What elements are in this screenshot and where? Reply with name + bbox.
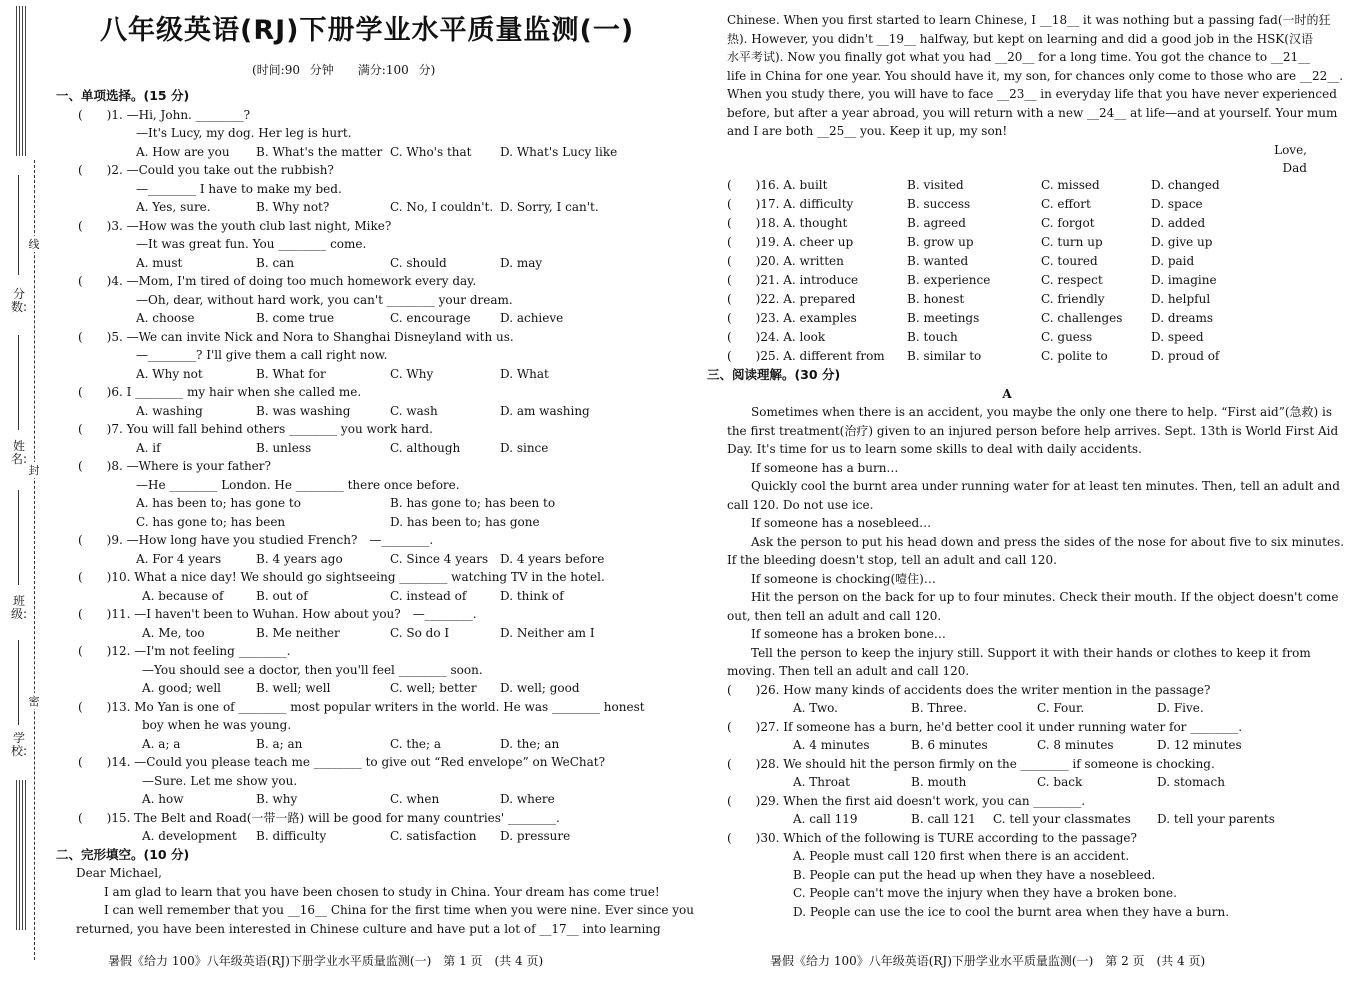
section-2-heading: 二、完形填空。(10 分) xyxy=(56,846,190,862)
passage-line-15: moving. Then tell an adult and call 120. xyxy=(727,664,970,678)
cloze-letter-continued xyxy=(727,11,1344,178)
q11-option-b[interactable]: B. Me neither xyxy=(256,625,340,640)
q28-option-c[interactable]: C. back xyxy=(1037,775,1083,789)
q3-reply: —It was great fun. You ________ come. xyxy=(136,237,367,251)
q9-option-b[interactable]: B. 4 years ago xyxy=(256,551,343,566)
q14-option-a[interactable]: A. how xyxy=(142,792,184,806)
cut-dashed-line xyxy=(34,160,35,960)
cloze-q24 xyxy=(727,328,1307,347)
q9-options xyxy=(56,550,666,569)
q26-option-b[interactable]: B. Three. xyxy=(911,701,967,715)
class-line xyxy=(18,490,19,585)
cloze-q25 xyxy=(727,347,1307,366)
q8-reply: —He ________ London. He ________ there once before. xyxy=(136,477,460,492)
q2-reply: —________ I have to make my bed. xyxy=(136,181,342,196)
q26-options xyxy=(727,699,1307,718)
q2-option-b[interactable]: B. Why not? xyxy=(256,200,330,214)
q29-option-c[interactable]: C. tell your classmates xyxy=(993,812,1131,826)
q16-option-a[interactable]: ( )16. A. built xyxy=(727,178,828,192)
letter-cont-7: and I are both __25__ you. Keep it up, my son! xyxy=(727,124,1008,138)
q8-option-b[interactable]: B. has gone to; has been to xyxy=(390,496,556,510)
passage-line-12: out, then tell an adult and call 120. xyxy=(727,608,942,623)
q6-stem: ( )6. I ________ my hair when she called me. xyxy=(78,385,362,399)
q8-option-c[interactable]: C. has gone to; has been xyxy=(136,514,286,529)
q10-option-d[interactable]: D. think of xyxy=(500,588,564,603)
exam-time-score: (时间:90 分钟 满分:100 分) xyxy=(252,63,436,77)
q9-option-d[interactable]: D. 4 years before xyxy=(500,551,605,566)
passage-line-3: Day. It's time for us to learn some skills to deal with daily accidents. xyxy=(727,442,1142,456)
passage-line-8: Ask the person to put his head down and press the sides of the nose for about five to six minutes. xyxy=(727,534,1345,549)
q26-stem: ( )26. How many kinds of accidents does the writer mention in the passage? xyxy=(727,682,1211,697)
section-1-multiple-choice xyxy=(56,87,694,938)
q13-option-d[interactable]: D. the; an xyxy=(500,736,560,751)
q18-option-c[interactable]: C. forgot xyxy=(1041,216,1095,230)
margin-stripe-bottom xyxy=(16,780,28,930)
letter-cont-2: 热). However, you didn't __19__ halfway, but kept on learning and did a good job in the HSK(汉语 xyxy=(727,31,1313,46)
q27-option-b[interactable]: B. 6 minutes xyxy=(911,738,988,752)
passage-line-1: Sometimes when there is an accident, you maybe the only one there to help. “First aid”(急救) is xyxy=(727,405,1333,419)
q10-options xyxy=(56,587,666,606)
passage-line-2: the first treatment(治疗) given to an injured person before help arrives. Sept. 13th is World First Aid xyxy=(727,423,1339,438)
q11-option-c[interactable]: C. So do I xyxy=(390,625,450,640)
q4-option-c[interactable]: C. encourage xyxy=(390,311,471,325)
q21-option-d[interactable]: D. imagine xyxy=(1151,273,1217,287)
q24-option-c[interactable]: C. guess xyxy=(1041,330,1093,344)
q8-stem: ( )8. —Where is your father? xyxy=(78,459,271,473)
q27-option-d[interactable]: D. 12 minutes xyxy=(1157,738,1242,752)
q1-option-a[interactable]: A. How are you xyxy=(136,144,230,159)
q30-stem: ( )30. Which of the following is TURE according to the passage? xyxy=(727,830,1137,845)
margin-stripe-top xyxy=(16,6,28,156)
q10-stem: ( )10. What a nice day! We should go sightseeing ________ watching TV in the hotel. xyxy=(78,570,605,584)
passage-line-6: call 120. Do not use ice. xyxy=(727,497,874,512)
passage-line-13: If someone has a broken bone… xyxy=(727,627,946,641)
q25-option-d[interactable]: D. proud of xyxy=(1151,349,1220,363)
q13-option-a[interactable]: A. a; a xyxy=(142,736,181,751)
q12-option-b[interactable]: B. well; well xyxy=(256,681,331,695)
q8-option-a[interactable]: A. has been to; has gone to xyxy=(136,496,301,510)
q15-options xyxy=(56,827,666,846)
q10-option-a[interactable]: A. because of xyxy=(142,588,224,603)
section-3-reading xyxy=(707,366,1345,921)
q3-option-d[interactable]: D. may xyxy=(500,255,543,270)
q23-option-b[interactable]: B. meetings xyxy=(907,311,980,325)
q8-option-d[interactable]: D. has been to; has gone xyxy=(390,514,540,529)
passage-line-14: Tell the person to keep the injury still. Support it with their hands or clothes to keep it from xyxy=(727,645,1311,660)
q26-option-d[interactable]: D. Five. xyxy=(1157,701,1204,715)
q4-option-b[interactable]: B. come true xyxy=(256,311,335,325)
q5-options xyxy=(56,365,666,384)
q6-option-a[interactable]: A. washing xyxy=(136,403,203,418)
cloze-q20 xyxy=(727,252,1307,271)
q11-option-d[interactable]: D. Neither am I xyxy=(500,625,595,640)
q9-option-a[interactable]: A. For 4 years xyxy=(136,551,222,566)
q15-option-c[interactable]: C. satisfaction xyxy=(390,829,477,843)
name-line xyxy=(18,335,19,430)
q15-option-b[interactable]: B. difficulty xyxy=(256,829,327,843)
q23-option-a[interactable]: ( )23. A. examples xyxy=(727,311,857,325)
q30-option-d[interactable]: D. People can use the ice to cool the burnt area when they have a burn. xyxy=(793,904,1230,919)
q11-stem: ( )11. —I haven't been to Wuhan. How about you? —________. xyxy=(78,607,477,621)
q27-options xyxy=(727,736,1307,755)
q19-option-d[interactable]: D. give up xyxy=(1151,235,1213,249)
q14-options xyxy=(56,790,666,809)
passage-line-11: Hit the person on the back for up to four minutes. Check their mouth. If the object doesn't come xyxy=(727,590,1339,604)
q16-option-d[interactable]: D. changed xyxy=(1151,178,1220,192)
q12-stem: ( )12. —I'm not feeling ________. xyxy=(78,644,291,658)
q25-option-c[interactable]: C. polite to xyxy=(1041,349,1108,363)
letter-line-2: I can well remember that you __16__ China for the first time when you were nine. Ever since you xyxy=(104,903,694,917)
q6-option-b[interactable]: B. was washing xyxy=(256,403,351,418)
q4-reply: —Oh, dear, without hard work, you can't ________ your dream. xyxy=(136,292,513,307)
q22-option-a[interactable]: ( )22. A. prepared xyxy=(727,292,856,306)
q2-options xyxy=(56,198,666,217)
q21-option-b[interactable]: B. experience xyxy=(907,273,991,287)
q5-option-a[interactable]: A. Why not xyxy=(136,366,203,381)
q29-option-b[interactable]: B. call 121 xyxy=(911,812,976,826)
q9-option-c[interactable]: C. Since 4 years xyxy=(390,551,489,566)
letter-line-1: I am glad to learn that you have been chosen to study in China. Your dream has come true! xyxy=(104,884,660,899)
q1-option-c[interactable]: C. Who's that xyxy=(390,144,472,159)
letter-sign-dad: Dad xyxy=(1282,161,1307,175)
q25-option-b[interactable]: B. similar to xyxy=(907,349,982,363)
q4-stem: ( )4. —Mom, I'm tired of doing too much homework every day. xyxy=(78,274,477,288)
q30-option-c[interactable]: C. People can't move the injury when they have a broken bone. xyxy=(793,886,1177,900)
q18-option-b[interactable]: B. agreed xyxy=(907,216,966,230)
q3-options xyxy=(56,254,666,273)
q3-option-b[interactable]: B. can xyxy=(256,255,295,270)
q1-stem: ( )1. —Hi, John. ________? xyxy=(78,107,251,122)
exam-page-2 xyxy=(680,0,1363,999)
letter-greeting: Dear Michael, xyxy=(76,866,162,880)
q14-reply: —Sure. Let me show you. xyxy=(142,773,298,788)
name-label: 姓名: xyxy=(10,439,28,466)
q7-option-b[interactable]: B. unless xyxy=(256,440,312,455)
binding-margin xyxy=(0,0,48,999)
cloze-q23 xyxy=(727,309,1307,328)
page-title: 八年级英语(RJ)下册学业水平质量监测(一) xyxy=(100,15,635,46)
q2-option-a[interactable]: A. Yes, sure. xyxy=(136,200,211,214)
school-line xyxy=(18,640,19,725)
cloze-q19 xyxy=(727,233,1307,252)
q22-option-c[interactable]: C. friendly xyxy=(1041,292,1105,306)
q22-option-d[interactable]: D. helpful xyxy=(1151,292,1211,306)
q5-option-b[interactable]: B. What for xyxy=(256,366,326,381)
q12-option-a[interactable]: A. good; well xyxy=(142,681,222,695)
page-1-footer: 暑假《给力 100》八年级英语(RJ)下册学业水平质量监测(一) 第 1 页 (共 4 页) xyxy=(108,954,544,968)
q26-option-c[interactable]: C. Four. xyxy=(1037,701,1085,715)
q13-option-c[interactable]: C. the; a xyxy=(390,736,442,751)
cloze-q16 xyxy=(727,176,1307,195)
q19-option-c[interactable]: C. turn up xyxy=(1041,235,1103,249)
q14-option-d[interactable]: D. where xyxy=(500,792,555,806)
q20-option-d[interactable]: D. paid xyxy=(1151,254,1195,268)
q4-option-a[interactable]: A. choose xyxy=(136,311,195,325)
q2-option-c[interactable]: C. No, I couldn't. xyxy=(390,200,494,214)
q28-stem: ( )28. We should hit the person firmly on the ________ if someone is chocking. xyxy=(727,756,1215,771)
q12-reply: —You should see a doctor, then you'll feel ________ soon. xyxy=(142,662,483,677)
q2-stem: ( )2. —Could you take out the rubbish? xyxy=(78,163,334,177)
q8-options-cd xyxy=(56,513,666,532)
q24-option-b[interactable]: B. touch xyxy=(907,330,958,344)
q3-option-a[interactable]: A. must xyxy=(136,255,183,270)
q1-option-b[interactable]: B. What's the matter xyxy=(256,144,383,159)
letter-cont-1: Chinese. When you first started to learn Chinese, I __18__ it was nothing but a passing fad(一时的狂 xyxy=(727,13,1331,27)
q20-option-c[interactable]: C. toured xyxy=(1041,254,1098,268)
q15-option-a[interactable]: A. development xyxy=(142,829,237,843)
q17-option-c[interactable]: C. effort xyxy=(1041,197,1091,211)
score-line xyxy=(18,175,19,275)
q7-stem: ( )7. You will fall behind others ________ you work hard. xyxy=(78,422,433,436)
q24-option-a[interactable]: ( )24. A. look xyxy=(727,330,826,344)
q17-option-a[interactable]: ( )17. A. difficulty xyxy=(727,197,854,211)
score-label: 分数: xyxy=(10,287,28,314)
q6-option-d[interactable]: D. am washing xyxy=(500,403,590,418)
q21-option-a[interactable]: ( )21. A. introduce xyxy=(727,273,859,287)
q12-option-d[interactable]: D. well; good xyxy=(500,681,580,695)
q10-option-b[interactable]: B. out of xyxy=(256,588,308,603)
letter-cont-5: When you study there, you will have to face __23__ in everyday life that you have never experienced xyxy=(727,87,1337,101)
q22-option-b[interactable]: B. honest xyxy=(907,292,965,306)
letter-cont-6: before, but after a year abroad, you will return with a new __24__ at life—and at yourself. Your mum xyxy=(727,105,1338,120)
q18-option-d[interactable]: D. added xyxy=(1151,216,1206,230)
passage-line-7: If someone has a nosebleed… xyxy=(727,516,932,530)
q13-option-b[interactable]: B. a; an xyxy=(256,736,303,751)
q5-reply: —________? I'll give them a call right now. xyxy=(136,348,388,362)
q27-stem: ( )27. If someone has a burn, he'd better cool it under running water for ________. xyxy=(727,719,1243,734)
q7-option-a[interactable]: A. if xyxy=(136,440,161,455)
q25-option-a[interactable]: ( )25. A. different from xyxy=(727,349,885,363)
school-label: 学校: xyxy=(10,731,28,758)
q15-option-d[interactable]: D. pressure xyxy=(500,829,571,843)
cut-mark-xian: 线 xyxy=(28,238,40,251)
q7-options xyxy=(56,439,666,458)
section-1-heading: 一、单项选择。(15 分) xyxy=(56,88,190,103)
q15-stem: ( )15. The Belt and Road(一带一路) will be good for many countries' ________. xyxy=(78,810,560,825)
q28-options xyxy=(727,773,1307,792)
passage-line-4: If someone has a burn… xyxy=(727,460,899,475)
q30-option-b[interactable]: B. People can put the head up when they have a nosebleed. xyxy=(793,867,1156,882)
q26-option-a[interactable]: A. Two. xyxy=(793,701,838,715)
q5-stem: ( )5. —We can invite Nick and Nora to Shanghai Disneyland with us. xyxy=(78,329,514,344)
cloze-q22 xyxy=(727,290,1307,309)
q18-option-a[interactable]: ( )18. A. thought xyxy=(727,216,848,230)
q6-options xyxy=(56,402,666,421)
q2-option-d[interactable]: D. Sorry, I can't. xyxy=(500,200,599,214)
cloze-q21 xyxy=(727,271,1307,290)
q11-option-a[interactable]: A. Me, too xyxy=(142,625,205,640)
q27-option-a[interactable]: A. 4 minutes xyxy=(793,738,870,752)
class-label: 班级: xyxy=(10,594,28,621)
q12-option-c[interactable]: C. well; better xyxy=(390,681,477,695)
q4-option-d[interactable]: D. achieve xyxy=(500,311,564,325)
q1-options xyxy=(56,143,666,162)
passage-a-label: A xyxy=(1002,386,1012,401)
q29-options xyxy=(727,810,1307,829)
q17-option-d[interactable]: D. space xyxy=(1151,197,1203,211)
q1-reply: —It's Lucy, my dog. Her leg is hurt. xyxy=(136,126,352,140)
q29-stem: ( )29. When the first aid doesn't work, you can ________. xyxy=(727,793,1086,808)
cut-mark-feng: 封 xyxy=(28,464,40,477)
q27-option-c[interactable]: C. 8 minutes xyxy=(1037,738,1114,752)
passage-line-9: If the bleeding doesn't stop, tell an adult and call 120. xyxy=(727,553,1057,567)
q5-option-d[interactable]: D. What xyxy=(500,366,549,381)
q23-option-c[interactable]: C. challenges xyxy=(1041,311,1123,325)
q20-option-b[interactable]: B. wanted xyxy=(907,254,969,268)
section-3-heading: 三、阅读理解。(30 分) xyxy=(707,367,841,382)
q13-options xyxy=(56,735,666,754)
q30-option-a[interactable]: A. People must call 120 first when there is an accident. xyxy=(793,849,1130,863)
q14-option-c[interactable]: C. when xyxy=(390,792,440,806)
q10-option-c[interactable]: C. instead of xyxy=(390,588,467,603)
q12-options xyxy=(56,679,666,698)
q14-stem: ( )14. —Could you please teach me ________ to give out “Red envelope” on WeChat? xyxy=(78,755,606,769)
q3-option-c[interactable]: C. should xyxy=(390,255,447,270)
q20-option-a[interactable]: ( )20. A. written xyxy=(727,254,844,268)
page-2-footer: 暑假《给力 100》八年级英语(RJ)下册学业水平质量监测(一) 第 2 页 (共 4 页) xyxy=(770,954,1206,968)
q23-option-d[interactable]: D. dreams xyxy=(1151,311,1214,325)
q8-options-ab xyxy=(56,494,666,513)
q4-options xyxy=(56,309,666,328)
q28-option-d[interactable]: D. stomach xyxy=(1157,775,1226,789)
q7-option-c[interactable]: C. although xyxy=(390,440,461,455)
cloze-q17 xyxy=(727,195,1307,214)
passage-line-10: If someone is chocking(噎住)… xyxy=(727,571,936,586)
q13-stem: ( )13. Mo Yan is one of ________ most popular writers in the world. He was ________ honest xyxy=(78,699,645,714)
q14-option-b[interactable]: B. why xyxy=(256,792,298,806)
q28-option-b[interactable]: B. mouth xyxy=(911,775,967,789)
q5-option-c[interactable]: C. Why xyxy=(390,366,434,381)
q9-stem: ( )9. —How long have you studied French? —________. xyxy=(78,533,434,547)
letter-cont-4: life in China for one year. You should have it, my son, for chances only come to those who are __22__. xyxy=(727,68,1344,83)
q7-option-d[interactable]: D. since xyxy=(500,440,549,455)
q3-stem: ( )3. —How was the youth club last night, Mike? xyxy=(78,218,392,233)
q16-option-c[interactable]: C. missed xyxy=(1041,178,1100,192)
cut-mark-mi: 密 xyxy=(28,695,40,708)
cloze-q18 xyxy=(727,214,1307,233)
letter-line-3: returned, you have been interested in Chinese culture and have put a lot of __17__ into learning xyxy=(76,921,661,936)
q24-option-d[interactable]: D. speed xyxy=(1151,330,1204,344)
q19-option-b[interactable]: B. grow up xyxy=(907,235,974,249)
q16-option-b[interactable]: B. visited xyxy=(907,178,964,192)
q29-option-a[interactable]: A. call 119 xyxy=(793,812,858,826)
q6-option-c[interactable]: C. wash xyxy=(390,403,438,418)
q17-option-b[interactable]: B. success xyxy=(907,197,971,211)
q28-option-a[interactable]: A. Throat xyxy=(793,775,850,789)
q13-stem-cont: boy when he was young. xyxy=(142,718,292,732)
letter-cont-3: 水平考试). Now you finally got what you had __20__ for a long time. You got the chance to __21__ xyxy=(727,50,1311,64)
cloze-options xyxy=(727,176,1307,366)
q11-options xyxy=(56,624,666,643)
q21-option-c[interactable]: C. respect xyxy=(1041,273,1103,287)
q29-option-d[interactable]: D. tell your parents xyxy=(1157,812,1275,826)
passage-line-5: Quickly cool the burnt area under running water for at least ten minutes. Then, tell an adult and xyxy=(727,479,1340,493)
q1-option-d[interactable]: D. What's Lucy like xyxy=(500,144,618,159)
letter-sign-love: Love, xyxy=(1274,142,1307,157)
q19-option-a[interactable]: ( )19. A. cheer up xyxy=(727,235,854,249)
